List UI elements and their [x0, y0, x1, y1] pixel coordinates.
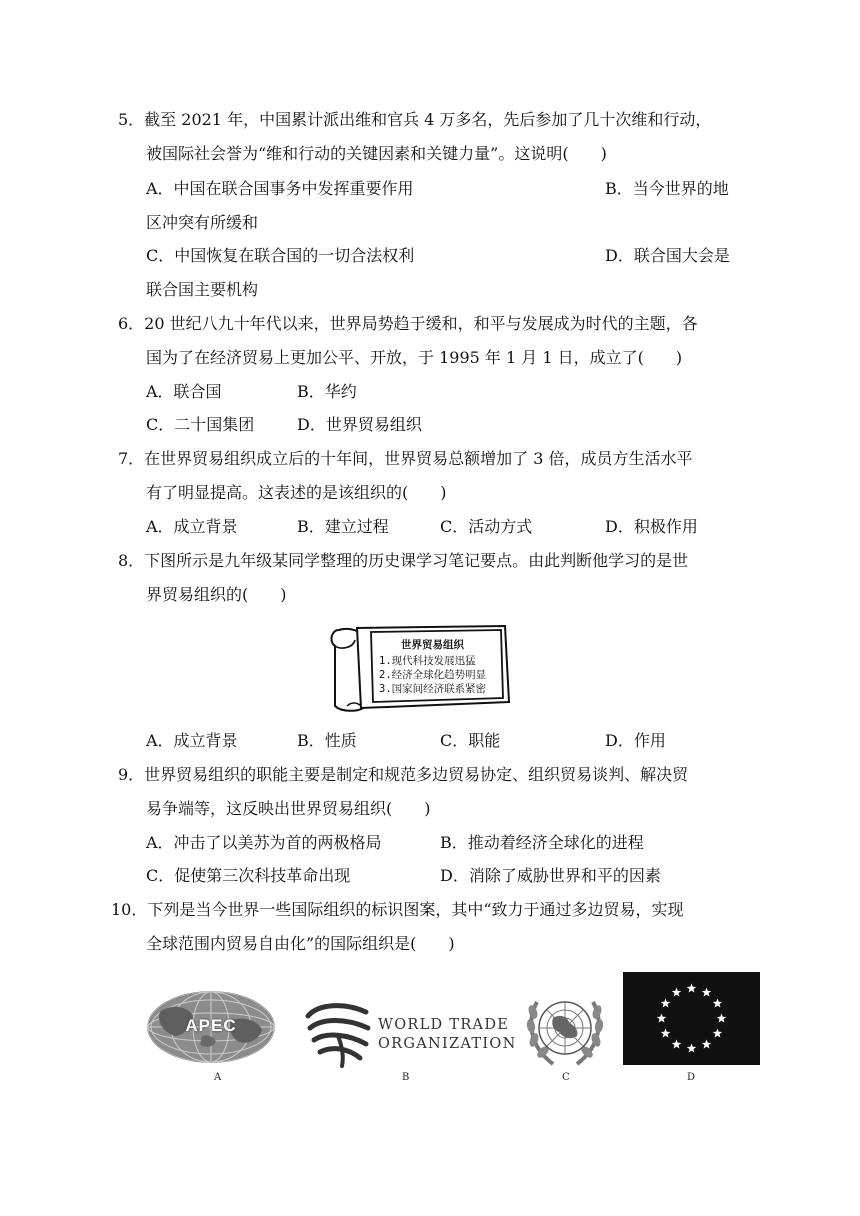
q7-stem-line2: 有了明显提高。这表述的是该组织的( ) [146, 483, 447, 502]
q9-option-c: C．促使第三次科技革命出现 [146, 866, 351, 885]
q5-option-b: B．当今世界的地 [605, 179, 729, 198]
q7-stem-line1: 7．在世界贸易组织成立后的十年间，世界贸易总额增加了 3 倍，成员方生活水平 [118, 449, 693, 468]
logo-caption-d: D [687, 1072, 696, 1083]
q7-option-b: B．建立过程 [297, 517, 389, 536]
q6-option-a: A．联合国 [146, 382, 222, 401]
wto-logo [304, 1000, 517, 1070]
q5-option-b-continued: 区冲突有所缓和 [146, 213, 259, 232]
q7-option-d: D．积极作用 [605, 517, 698, 536]
q7-option-a: A．成立背景 [146, 517, 238, 536]
logo-caption-b: B [402, 1072, 410, 1083]
q6-stem-line1: 6．20 世纪八九十年代以来，世界局势趋于缓和，和平与发展成为时代的主题，各 [118, 314, 698, 333]
apec-wordmark: APEC [185, 1016, 237, 1035]
wto-text-line2: ORGANIZATION [378, 1036, 517, 1052]
q8-option-b: B．性质 [297, 731, 357, 750]
note-title: 世界贸易组织 [401, 639, 464, 651]
logo-caption-c: C [562, 1072, 570, 1083]
q9-stem-line1: 9．世界贸易组织的职能主要是制定和规范多边贸易协定、组织贸易谈判、解决贸 [118, 765, 689, 784]
q8-option-d: D．作用 [605, 731, 666, 750]
note-item-3: 3.国家间经济联系紧密 [379, 683, 487, 695]
q5-option-d-continued: 联合国主要机构 [146, 280, 259, 299]
un-emblem-logo [523, 990, 607, 1070]
q9-option-d: D．消除了威胁世界和平的因素 [440, 866, 661, 885]
q9-option-b: B．推动着经济全球化的进程 [440, 833, 644, 852]
q9-option-a: A．冲击了以美苏为首的两极格局 [146, 833, 382, 852]
q6-option-d: D．世界贸易组织 [297, 415, 422, 434]
q7-option-c: C．活动方式 [440, 517, 533, 536]
q6-option-b: B．华约 [297, 382, 357, 401]
q8-stem-line2: 界贸易组织的( ) [146, 585, 287, 604]
q5-stem-line2: 被国际社会誉为“维和行动的关键因素和关键力量”。这说明( ) [146, 144, 607, 163]
q8-option-a: A．成立背景 [146, 731, 238, 750]
q8-option-c: C．职能 [440, 731, 501, 750]
note-item-1: 1.现代科技发展迅猛 [379, 655, 476, 667]
q10-stem-line2: 全球范围内贸易自由化”的国际组织是( ) [146, 934, 455, 953]
note-item-2: 2.经济全球化趋势明显 [379, 669, 487, 681]
eu-flag-logo [623, 972, 760, 1065]
q5-option-d: D．联合国大会是 [605, 246, 730, 265]
q8-stem-line1: 8．下图所示是九年级某同学整理的历史课学习笔记要点。由此判断他学习的是世 [118, 551, 689, 570]
q5-option-a: A．中国在联合国事务中发挥重要作用 [146, 179, 414, 198]
logo-caption-a: A [214, 1072, 222, 1083]
wto-text-line1: WORLD TRADE [378, 1017, 510, 1033]
q6-option-c: C．二十国集团 [146, 415, 255, 434]
apec-logo [146, 990, 276, 1064]
q5-option-c: C．中国恢复在联合国的一切合法权利 [146, 246, 415, 265]
q9-stem-line2: 易争端等，这反映出世界贸易组织( ) [146, 799, 431, 818]
q6-stem-line2: 国为了在经济贸易上更加公平、开放，于 1995 年 1 月 1 日，成立了( ) [146, 348, 683, 367]
q5-stem-line1: 5．截至 2021 年，中国累计派出维和官兵 4 万多名，先后参加了几十次维和行动， [118, 110, 712, 129]
study-note-scroll-figure [327, 622, 511, 714]
q10-stem-line1: 10．下列是当今世界一些国际组织的标识图案，其中“致力于通过多边贸易，实现 [111, 900, 684, 919]
